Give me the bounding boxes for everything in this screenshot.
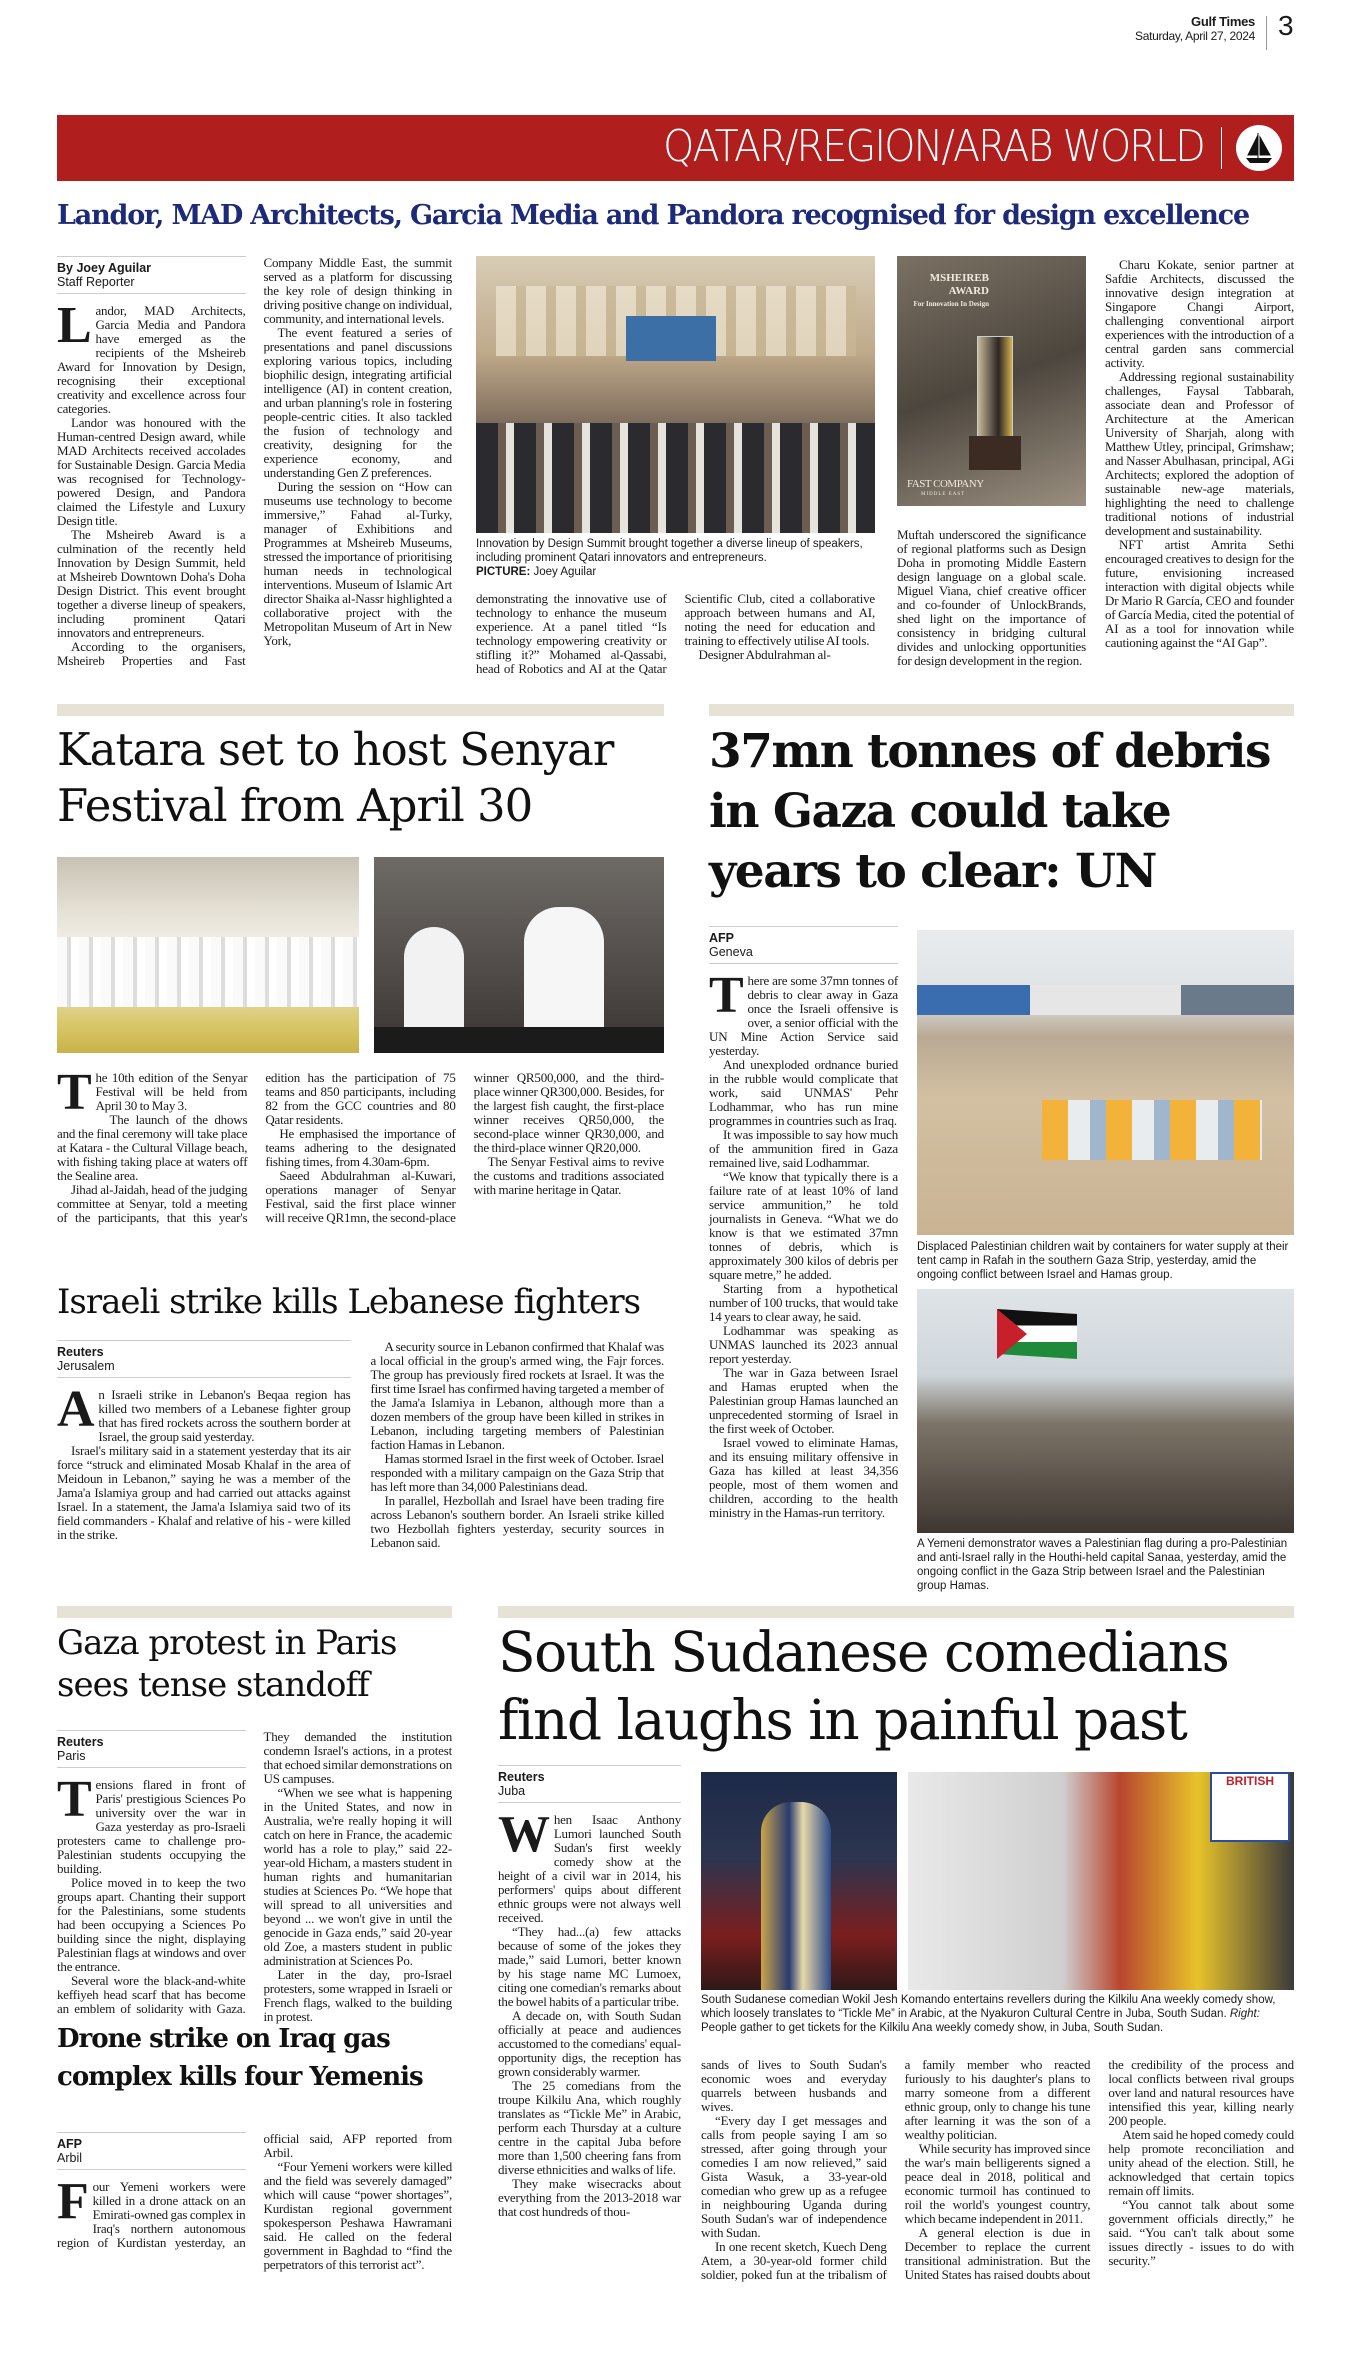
award-trophy (977, 336, 1013, 446)
south-sudan-paragraph: While security has improved since the war's main belligerents signed a peace deal in 2018, political and economic turmoil has continued to roil the world's youngest country, which became independent in 2011. (904, 2141, 1091, 2226)
paris-paragraph: Police moved in to keep the two groups apart. Chanting their support for the Palestinians, some students had been occupying a Sciences Po building since the night, displaying Palestinian flags at windows and over the entrance. (57, 1875, 246, 1974)
katara-body (57, 1064, 664, 1225)
rafah-water-photo (917, 930, 1294, 1235)
paris-paragraph: Several wore the black-and-white keffiyeh head scarf that has become an emblem of solidarity with Gaza. They demanded the institution condemn Israel's actions, in a protest that echoed similar demonstrations on US campuses. (57, 1729, 452, 2016)
south-sudan-paragraph: They make wisecracks about everything from the 2013-2018 war that cost hundreds of thou- (498, 2176, 681, 2219)
rafah-photo-caption: Displaced Palestinian children wait by containers for water supply at their tent camp in Rafah in the southern Gaza Strip, yesterday, amid the ongoing conflict between Israel and Hamas group. (917, 1241, 1289, 1281)
south-sudan-paragraph: In one recent sketch, Kuech Deng Atem, a 30-year-old former child soldier, poked fun at the tribalism of a family member who reacted furiously to his daughter's plans to marry someone from a different ethnic group, only to change his tune after learning it was the son of a wealthy politician. (701, 2057, 1091, 2282)
gaza-debris-paragraph: There are some 37mn tonnes of debris to clear away in Gaza once the Israeli offensive is over, a senior official with the UN Mine Action Service said yesterday. (709, 967, 898, 1058)
byline-agency: AFP (57, 2137, 82, 2151)
lead-paragraph: Muftah underscored the significance of regional platforms such as Design Doha in promoting Middle Eastern design language on a global scale. Miguel Viana, chief creative officer and co-founder of UnlockBrands, shed light on the importance of consistency in bridging cultural divides and unlocking opportunities for design development in the region. (897, 527, 1086, 668)
lead-headline: Landor, MAD Architects, Garcia Media and Pandora recognised for design excellence (57, 200, 1249, 231)
south-sudan-paragraph: A decade on, with South Sudan officially at peace and audiences accustomed to the comedians' equal-opportunity digs, the reception has grown considerably warmer. (498, 2008, 681, 2079)
byline-agency: AFP (709, 931, 734, 945)
summit-photo-caption (476, 537, 875, 579)
south-sudan-body-bottom (701, 2058, 1294, 2282)
masthead (1135, 14, 1255, 43)
iraq-paragraph: “Four Yemeni workers were killed and the field was severely damaged” which will cause “power shortages”, Kurdistan regional government spokesperson Peshawa Hawramani said. He called on the federal government in Baghdad to “find the perpetrators of this terrorist act”. (263, 2159, 452, 2272)
banner-divider (1221, 127, 1222, 169)
katara-paragraph: The Senyar Festival aims to revive the customs and traditions associated with marine heritage in Qatar. (473, 1154, 664, 1197)
lead-paragraph: Landor was honoured with the Human-centred Design award, while MAD Architects received accolades for Sustainable Design. Garcia Media was recognised for Technology-powered Design, and Pandora claimed the Lifestyle and Luxury Design title. (57, 415, 246, 528)
south-sudan-byline (498, 1765, 681, 1803)
south-sudan-paragraph: When Isaac Anthony Lumori launched South Sudan's first weekly comedy show at the height of a civil war in 2014, his performers' quips about different ethnic groups were not always well received. (498, 1806, 681, 1925)
comedian-photo (701, 1772, 897, 1990)
issue-date: Saturday, April 27, 2024 (1135, 29, 1255, 43)
paris-paragraph: “When we see what is happening in the United States, and now in Australia, we're really hoping it will catch on here in France, the academic world has a role to play,” said 22-year-old Hicham, a masters student in human rights and humanitarian studies at Sciences Po. “We hope that will spread to all universities and beyond ... we won't give in until the genocide in Gaza ends,” said 20-year old Zoe, a masters student in public administration at Sciences Po. (263, 1785, 452, 1968)
fast-company-logo: FAST COMPANY (907, 478, 984, 490)
lead-paragraph: Designer Abdulrahman al- (698, 647, 831, 662)
sanaa-rally-photo (917, 1289, 1294, 1533)
katara-speakers-photo (374, 857, 664, 1053)
gaza-debris-paragraph: Israel vowed to eliminate Hamas, and its ensuing military offensive in Gaza has killed at least 34,356 people, most of them women and children, according to the health ministry in the Hamas-run territory. (709, 1435, 898, 1520)
lead-paragraph: NFT artist Amrita Sethi encouraged creatives to design for the future, envisioning increased interaction with digital objects while Dr Mario R García, CEO and founder of García Media, cited the potential of AI as a tool for innovation while cautioning against the “AI Gap”. (1105, 537, 1294, 650)
credit-label: PICTURE: (476, 566, 531, 578)
lebanon-paragraph: In parallel, Hezbollah and Israel have been trading fire across Lebanon's southern border. An Israeli strike killed two Hezbollah fighters yesterday, security sources in Lebanon said. (370, 1493, 664, 1550)
page-number: 3 (1278, 10, 1294, 41)
fast-company-sub: MIDDLE EAST (921, 492, 966, 497)
paris-byline (57, 1730, 246, 1768)
section-title: QATAR/REGION/ARAB WORLD (663, 121, 1204, 172)
lebanon-paragraph: An Israeli strike in Lebanon's Beqaa region has killed two members of a Lebanese fighter group that has fired rockets across the southern border at Israel, the group said yesterday. (57, 1381, 351, 1444)
lead-body-under-award (897, 528, 1086, 668)
dhow-logo-icon (1236, 125, 1282, 171)
iraq-headline: Drone strike on Iraq gas complex kills four Yemenis (57, 2024, 423, 2092)
paris-headline: Gaza protest in Paris sees tense standoff (57, 1623, 397, 1705)
gaza-debris-paragraph: It was impossible to say how much of the ammunition fired in Gaza remained live, said Lodhammar. (709, 1127, 898, 1170)
iraq-byline (57, 2132, 246, 2170)
iraq-body (57, 2132, 452, 2272)
section-divider (498, 1606, 1294, 1618)
byline-dateline: Paris (57, 1749, 86, 1763)
masthead-divider (1266, 16, 1267, 50)
gaza-debris-headline: 37mn tonnes of debris in Gaza could take years to clear: UN (709, 724, 1270, 899)
south-sudan-paragraph: Atem said he hoped comedy could help promote reconciliation and unity ahead of the election. Still, he acknowledged that certain topics remain off limits. (1108, 2127, 1294, 2198)
byline-dateline: Juba (498, 1784, 526, 1798)
caption-text: Innovation by Design Summit brought together a diverse lineup of speakers, including prominent Qatari innovators and entrepreneurs. (476, 538, 863, 564)
south-sudan-paragraph: “You cannot talk about some government officials directly,” he said. “You can't talk about some issues directly - issues to do with security.” (1108, 2197, 1294, 2268)
lead-body-right (1105, 258, 1294, 650)
gaza-debris-paragraph: And unexploded ordnance buried in the rubble would complicate that work, said UNMAS' Pehr Lodhammar, who has run mine programmes in countries such as Iraq. (709, 1057, 898, 1128)
paris-paragraph: Tensions flared in front of Paris' prestigious Sciences Po university over the war in Gaza yesterday as pro-Israeli protesters came to challenge pro-Palestinian students occupying the building. (57, 1771, 246, 1876)
lead-body-columns (57, 256, 452, 668)
caption-text: South Sudanese comedian Wokil Jesh Komando entertains revellers during the Kilkilu Ana weekly comedy show, which loosely translates to “Tickle Me” in Arabic, at the Nyakuron Cultural Centre in Juba, South Sudan. (701, 1994, 1276, 2020)
byline-agency: Reuters (57, 1735, 104, 1749)
summit-photo (476, 256, 875, 533)
south-sudan-paragraph: The 25 comedians from the troupe Kilkilu Ana, which roughly translates as “Tickle Me” in Arabic, perform each Thursday at a culture centre in the capital Juba before more than 1,500 cheering fans from diverse ethnicities and walks of life. (498, 2078, 681, 2177)
lead-body-under-photo (476, 592, 875, 676)
south-sudan-paragraph: sands of lives to South Sudan's economic woes and everyday quarrels between husbands and wives. (701, 2057, 887, 2114)
award-image (897, 256, 1086, 506)
byline-dateline: Arbil (57, 2151, 83, 2165)
lebanon-body (57, 1340, 664, 1550)
caption-right-text: People gather to get tickets for the Kilkilu Ana weekly comedy show, in Juba, South Sudan. (701, 2022, 1164, 2034)
south-sudan-paragraph: “Every day I get messages and calls from people saying I am so stressed, after going through your comedies I am now relieved,” said Gista Wasuk, a 33-year-old comedian who grew up as a refugee in neighbouring Uganda during South Sudan's war of independence with Sudan. (701, 2113, 887, 2240)
lead-paragraph: Addressing regional sustainability challenges, Faysal Tabbarah, associate dean and Professor of Architecture at the American University of Sharjah, along with Matthew Utley, principal, Grimshaw; and Nasser Abulhasan, principal, AGi Architects; explored the adoption of sustainable new-age materials, highlighting the need to challenge traditional notions of industrial development and sustainability. (1105, 369, 1294, 538)
lebanon-paragraph: Israel's military said in a statement yesterday that its air force “struck and eliminated Mosab Khalaf in the area of Meidoun in Lebanon,” saying he was a member of the Jama'a Islamiya group and had carried out attacks against Israel. In a statement, the Jama'a Islamiya said two of its field commanders - Khalaf and relative of his - were killed in the strike. (57, 1443, 351, 1542)
paris-paragraph: Later in the day, pro-Israel protesters, some wrapped in Israeli or French flags, walked to the building in protest. (263, 1967, 452, 2024)
gaza-debris-paragraph: The war in Gaza between Israel and Hamas erupted when the Palestinian group Hamas launched an unprecedented storming of Israel in the first week of October. (709, 1365, 898, 1436)
lebanon-byline (57, 1340, 351, 1378)
katara-paragraph: Jihad al-Jaidah, head of the judging committee at Senyar, told a meeting of the participants, that this year's edition has the participation of 75 teams and 850 participants, including 82 from the GCC countries and 80 Qatar residents. (57, 1070, 456, 1225)
credit-name: Joey Aguilar (533, 566, 597, 578)
ticket-queue-photo (908, 1772, 1294, 1990)
lead-paragraph: demonstrating the innovative use of technology to enhance the museum experience. At a panel titled “Is technology empowering creativity or stifling it?” Mohamed al-Qassabi, head of Robotics and AI at the Qatar Scientific Club, cited a collaborative approach between humans and AI, noting the need for education and training to effectively utilise AI tools. (476, 591, 875, 676)
gaza-debris-byline (709, 926, 898, 964)
south-sudan-headline: South Sudanese comedians find laughs in painful past (498, 1620, 1229, 1752)
katara-paragraph: The 10th edition of the Senyar Festival will be held from April 30 to May 3. (57, 1064, 248, 1121)
caption-right-label: Right: (1229, 2008, 1260, 2020)
section-banner (57, 115, 1294, 181)
lead-paragraph: The event featured a series of presentations and panel discussions exploring various topics, including biophilic design, integrating artificial intelligence (AI) in content creation, and urban planning's role in fostering people-centric cities. It also tackled the fusion of technology and creativity, designing for the experience economy, and understanding Gen Z preferences. (263, 325, 452, 480)
lead-paragraph: The Msheireb Award is a culmination of the recently held Innovation by Design Summit, held at Msheireb Downtown Doha's Doha Design District. This event brought together a diverse lineup of speakers, including prominent Qatari innovators and entrepreneurs. (57, 527, 246, 640)
lead-paragraph: Landor, MAD Architects, Garcia Media and Pandora have emerged as the recipients of the Msheireb Award for Innovation by Design, recognising their exceptional creativity and excellence across four categories. (57, 297, 246, 416)
south-sudan-body-left (498, 1765, 681, 2219)
lebanon-paragraph: Hamas stormed Israel in the first week of October. Israel responded with a military campaign on the Gaza Strip that has left more than 34,000 Palestinians dead. (370, 1451, 664, 1494)
award-title: MSHEIREB AWARD (929, 272, 989, 297)
katara-meeting-photo (57, 857, 359, 1053)
award-subtitle: For Innovation In Design (913, 300, 989, 308)
sanaa-photo-caption: A Yemeni demonstrator waves a Palestinian flag during a pro-Palestinian and anti-Israel rally in the Houthi-held capital Sanaa, yesterday, amid the ongoing conflict in the Gaza Strip between Israel and the Palestinian group Hamas. (917, 1538, 1288, 1592)
iraq-paragraph: Four Yemeni workers were killed in a drone attack on an Emirati-owned gas complex in Iraq's northern autonomous region of Kurdistan yesterday, an official said, AFP reported from Arbil. (57, 2131, 452, 2250)
katara-paragraph: The launch of the dhows and the final ceremony will take place at Katara - the Cultural Village beach, with fishing taking place at waters off the Sealine area. (57, 1112, 248, 1183)
paper-name: Gulf Times (1191, 14, 1255, 29)
paris-body (57, 1730, 452, 2024)
south-sudan-paragraph: “They had...(a) few attacks because of some of the jokes they made,” said Lumori, better known by his stage name MC Lumoex, citing one comedian's remarks about the bowel habits of a particular tribe. (498, 1924, 681, 2009)
gaza-debris-body (709, 926, 898, 1520)
byline-dateline: Jerusalem (57, 1359, 115, 1373)
katara-headline: Katara set to host Senyar Festival from April 30 (57, 723, 614, 832)
byline-agency: Reuters (57, 1345, 104, 1359)
byline-author: By Joey Aguilar (57, 261, 152, 275)
lead-byline (57, 256, 246, 294)
byline-dateline: Geneva (709, 945, 753, 959)
gaza-debris-paragraph: “We know that typically there is a failure rate of at least 10% of land service ammunition,” he told journalists in Geneva. “What we do know is that we estimated 37mn tonnes of debris, which is approximately 300 kilos of debris per square metre,” he added. (709, 1169, 898, 1282)
lebanon-headline: Israeli strike kills Lebanese fighters (57, 1282, 641, 1322)
section-divider (709, 704, 1294, 716)
byline-role: Staff Reporter (57, 275, 135, 289)
katara-paragraph: Saeed Abdulrahman al-Kuwari, operations manager of Senyar Festival, said the first place winner will receive QR1mn, the second-place winner QR500,000, and the third-place winner QR300,000. Besides, for the largest fish caught, the first-place winner receives QR50,000, the second-place winner QR30,000, and the third-place winner QR20,000. (265, 1070, 664, 1225)
gaza-debris-paragraph: Lodhammar was speaking as UNMAS launched its 2023 annual report yesterday. (709, 1323, 898, 1366)
lebanon-paragraph: A security source in Lebanon confirmed that Khalaf was a local official in the group's armed wing, the Fajr forces. The group has previously fired rockets at Israel. It was the first time Israel has confirmed having targeted a member of the Jama'a Islamiya in Lebanon, although more than a dozen members of the group have been killed in strikes in Lebanon, including targeting members of Palestinian faction Hamas in Lebanon. (370, 1339, 664, 1452)
lead-paragraph: During the session on “How can museums use technology to become immersive,” Fahad al-Turky, manager of Exhibitions and Programmes at Msheireb Museums, stressed the importance of prioritising human needs in technological interventions. Museum of Islamic Art director Shaika al-Nassr highlighted a collaborative project with the Metropolitan Museum of Art in New York, (263, 479, 452, 648)
lead-paragraph: Charu Kokate, senior partner at Safdie Architects, discussed the innovative design integration at Singapore Changi Airport, challenging conventional airport experiences with the introduction of a central garden sans commercial activity. (1105, 257, 1294, 370)
katara-paragraph: He emphasised the importance of teams adhering to the designated fishing times, from 4.30am-6pm. (265, 1126, 456, 1169)
british-sign: BRITISH (1210, 1772, 1290, 1842)
lead-paragraph: According to the organisers, Msheireb Properties and Fast Company Middle East, the summit served as a platform for discussing the key role of design thinking in driving positive change on individual, community, and international levels. (57, 255, 452, 668)
south-sudan-paragraph: A general election is due in December to replace the current transitional administration. But the United States has raised doubts about the credibility of the process and local conflicts between rival groups over land and natural resources have intensified this year, killing nearly 200 people. (904, 2057, 1294, 2282)
section-divider (57, 1606, 452, 1618)
section-divider (57, 704, 664, 716)
gaza-debris-paragraph: Starting from a hypothetical number of 100 trucks, that would take 14 years to clear away, he said. (709, 1281, 898, 1324)
comedy-photo-caption (701, 1993, 1294, 2035)
byline-agency: Reuters (498, 1770, 545, 1784)
